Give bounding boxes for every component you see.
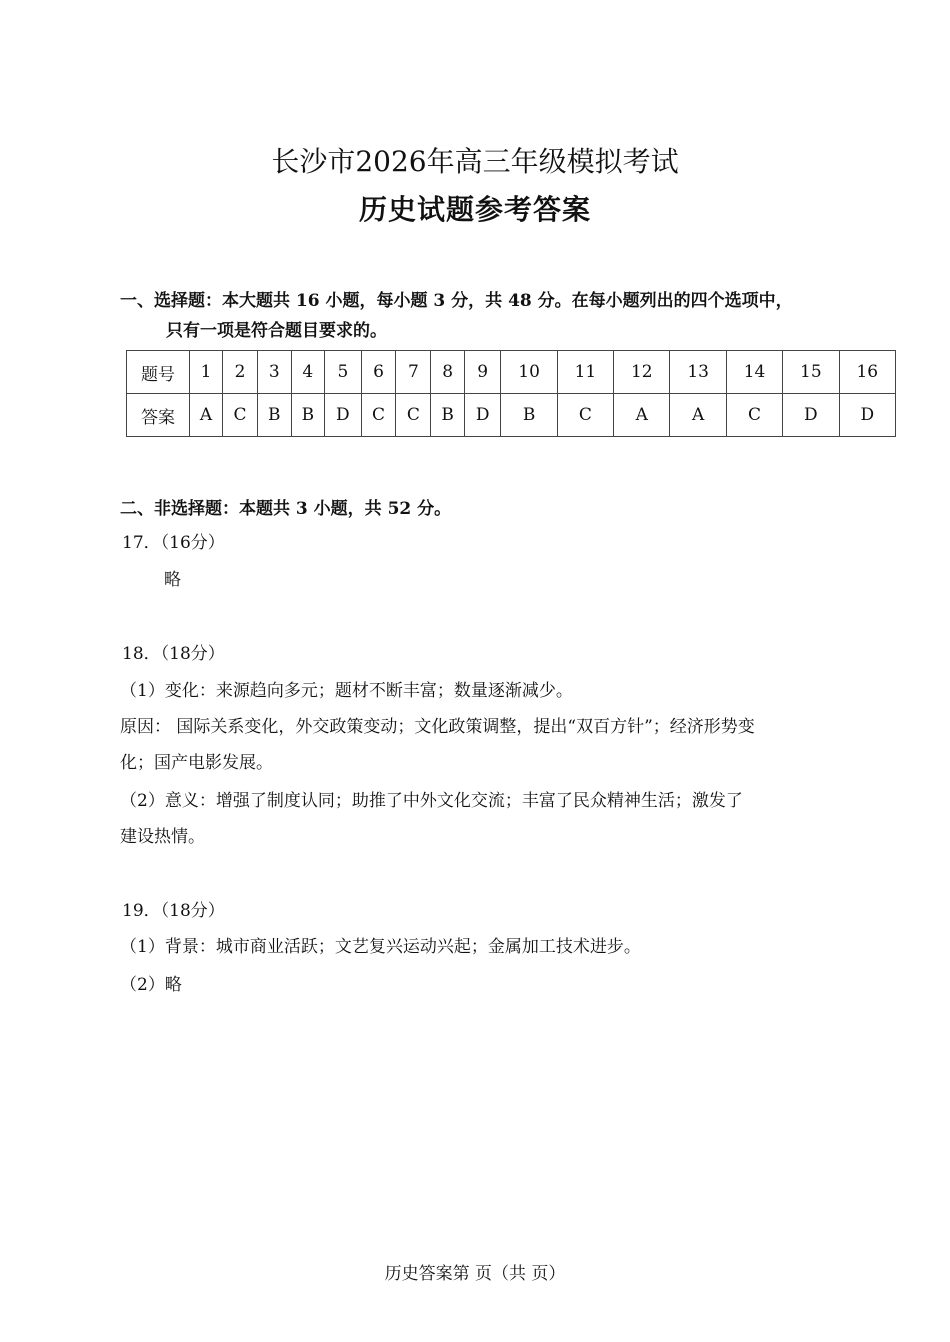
table-cell-answer: D: [464, 394, 500, 437]
table-cell-number: 3: [257, 351, 291, 394]
table-cell-answer: B: [501, 394, 557, 437]
table-cell-number: 10: [501, 351, 557, 394]
q17-answer: 略: [164, 570, 181, 590]
table-cell-number: 5: [325, 351, 361, 394]
q18-line: （1）变化：来源趋向多元；题材不断丰富；数量逐渐减少。: [120, 681, 573, 701]
table-cell-number: 1: [190, 351, 223, 394]
table-cell-answer: A: [190, 394, 223, 437]
section2-heading: 二、非选择题：本题共 3 小题，共 52 分。: [120, 499, 452, 519]
table-cell-number: 2: [223, 351, 258, 394]
table-cell-answer: C: [361, 394, 396, 437]
table-cell-number: 11: [557, 351, 613, 394]
table-cell-number: 14: [726, 351, 782, 394]
table-header-answer: 答案: [127, 394, 190, 437]
table-cell-answer: C: [396, 394, 431, 437]
table-cell-answer: B: [291, 394, 325, 437]
answer-table: [126, 350, 896, 437]
table-cell-answer: A: [670, 394, 726, 437]
q19-label: 19．（18分）: [122, 901, 225, 921]
table-cell-number: 15: [783, 351, 839, 394]
q18-line: 原因： 国际关系变化，外交政策变动；文化政策调整，提出“双百方针”；经济形势变: [120, 717, 755, 737]
table-cell-answer: C: [223, 394, 258, 437]
table-row-answers: [127, 394, 896, 437]
table-cell-answer: B: [257, 394, 291, 437]
table-row-numbers: [127, 351, 896, 394]
table-cell-number: 6: [361, 351, 396, 394]
table-cell-number: 4: [291, 351, 325, 394]
table-cell-answer: D: [839, 394, 895, 437]
section1-heading-line1: 一、选择题：本大题共 16 小题，每小题 3 分，共 48 分。在每小题列出的四个选项中，: [120, 291, 793, 311]
table-cell-number: 8: [431, 351, 465, 394]
page-title: 长沙市2026年高三年级模拟考试: [271, 145, 679, 178]
table-cell-answer: D: [783, 394, 839, 437]
page-subtitle: 历史试题参考答案: [358, 193, 591, 226]
table-cell-number: 13: [670, 351, 726, 394]
table-cell-answer: B: [431, 394, 465, 437]
q19-line: （1）背景：城市商业活跃；文艺复兴运动兴起；金属加工技术进步。: [120, 937, 641, 957]
page-footer: 历史答案第 页（共 页）: [384, 1264, 566, 1284]
table-cell-answer: C: [557, 394, 613, 437]
table-cell-number: 9: [464, 351, 500, 394]
table-cell-number: 12: [614, 351, 670, 394]
q19-line: （2）略: [120, 975, 182, 995]
table-header-number: 题号: [127, 351, 190, 394]
table-cell-number: 16: [839, 351, 895, 394]
q18-line: 化；国产电影发展。: [120, 753, 273, 773]
table-cell-number: 7: [396, 351, 431, 394]
table-cell-answer: C: [726, 394, 782, 437]
q18-line: （2）意义：增强了制度认同；助推了中外文化交流；丰富了民众精神生活；激发了: [120, 791, 743, 811]
q18-label: 18．（18分）: [122, 644, 225, 664]
table-cell-answer: D: [325, 394, 361, 437]
section1-heading-line2: 只有一项是符合题目要求的。: [166, 321, 387, 341]
q17-label: 17．（16分）: [122, 533, 225, 553]
table-cell-answer: A: [614, 394, 670, 437]
q18-line: 建设热情。: [120, 827, 205, 847]
